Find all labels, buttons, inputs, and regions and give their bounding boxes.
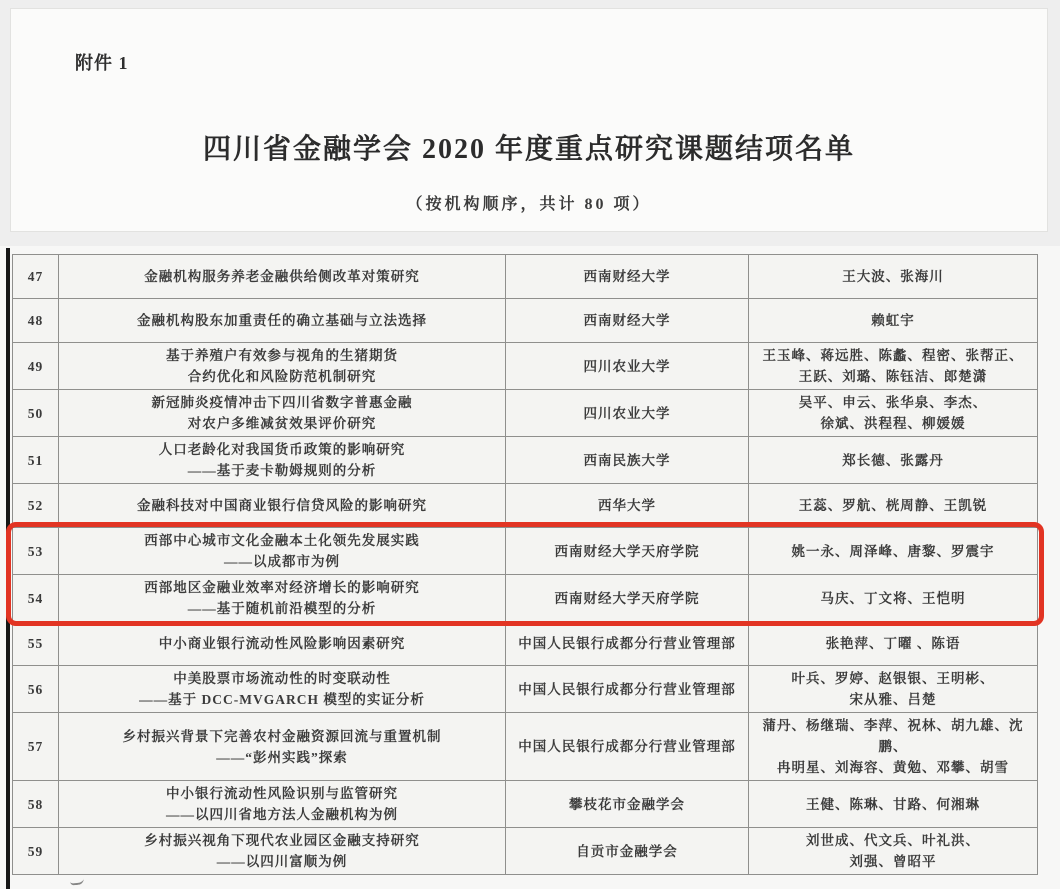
project-title-cell (59, 343, 506, 390)
cell-text-line: 对农户多维减贫效果评价研究 (187, 416, 377, 431)
row-number-cell: 55 (13, 622, 59, 666)
table-row (13, 713, 1038, 781)
row-number-cell: 53 (13, 528, 59, 575)
cell-text-line: 冉明星、刘海容、黄勉、邓攀、胡雪 (777, 760, 1009, 775)
row-number-cell: 51 (13, 437, 59, 484)
institution-cell: 中国人民银行成都分行营业管理部 (506, 622, 749, 666)
members-cell (749, 713, 1038, 781)
cell-text-line: 中小银行流动性风险识别与监管研究 (166, 786, 398, 801)
project-title-cell (59, 255, 506, 299)
row-number-cell: 49 (13, 343, 59, 390)
cell-text-line: 赖虹宇 (871, 313, 915, 328)
institution-cell: 攀枝花市金融学会 (506, 781, 749, 828)
cell-text-line: ——以四川省地方法人金融机构为例 (166, 807, 398, 822)
table-row (13, 343, 1038, 390)
cell-text-line: 叶兵、罗婷、赵银银、王明彬、 (791, 671, 995, 686)
project-title-cell (59, 622, 506, 666)
members-cell (749, 575, 1038, 622)
members-cell (749, 781, 1038, 828)
project-title-cell (59, 666, 506, 713)
cell-text-line: ——基于 DCC-MVGARCH 模型的实证分析 (139, 692, 425, 707)
cell-text-line: 中美股票市场流动性的时变联动性 (173, 671, 391, 686)
project-title-cell (59, 575, 506, 622)
row-number-cell: 47 (13, 255, 59, 299)
table-row (13, 828, 1038, 875)
institution-cell: 中国人民银行成都分行营业管理部 (506, 666, 749, 713)
results-table (12, 254, 1038, 875)
row-number-cell: 50 (13, 390, 59, 437)
cell-text-line: 徐斌、洪程程、柳媛媛 (820, 416, 966, 431)
project-title-cell (59, 781, 506, 828)
cell-text-line: 姚一永、周泽峰、唐黎、罗震宇 (791, 543, 995, 559)
members-cell (749, 343, 1038, 390)
institution-cell: 四川农业大学 (506, 343, 749, 390)
table-row (13, 437, 1038, 484)
cell-text-line: 王大波、张海川 (842, 269, 944, 284)
cell-text-line: 西部中心城市文化金融本土化领先发展实践 (144, 533, 420, 548)
project-title-cell (59, 528, 506, 575)
cell-text-line: 刘世成、代文兵、叶礼洪、 (806, 833, 980, 848)
cell-text-line: 郑长德、张露丹 (842, 452, 944, 468)
table-row (13, 622, 1038, 666)
members-cell (749, 828, 1038, 875)
cell-text-line: 金融科技对中国商业银行信贷风险的影响研究 (137, 498, 427, 513)
row-number-cell: 56 (13, 666, 59, 713)
stray-pen-mark (70, 877, 85, 885)
cell-text-line: 张艳萍、丁曜 、陈语 (825, 636, 961, 651)
cell-text-line: 基于养殖户有效参与视角的生猪期货 (166, 348, 398, 363)
results-table-section (0, 246, 1060, 889)
cell-text-line: ——以成都市为例 (224, 554, 340, 569)
members-cell (749, 390, 1038, 437)
project-title-cell (59, 437, 506, 484)
cell-text-line: 马庆、丁文将、王恺明 (820, 590, 966, 606)
cell-text-line: 王健、陈琳、甘路、何湘琳 (806, 796, 980, 812)
project-title-cell (59, 484, 506, 528)
members-cell (749, 666, 1038, 713)
cell-text-line: 王蕊、罗航、桄周静、王凯锐 (798, 498, 988, 513)
institution-cell: 西南财经大学 (506, 255, 749, 299)
members-cell (749, 299, 1038, 343)
row-number-cell: 48 (13, 299, 59, 343)
cell-text-line: ——以四川富顺为例 (216, 854, 348, 869)
members-cell (749, 528, 1038, 575)
institution-cell: 西南财经大学 (506, 299, 749, 343)
row-number-cell: 54 (13, 575, 59, 622)
page-edge-line (6, 248, 10, 889)
project-title-cell (59, 713, 506, 781)
document-header (10, 8, 1048, 232)
table-row (13, 484, 1038, 528)
table-row (13, 390, 1038, 437)
institution-cell: 西南民族大学 (506, 437, 749, 484)
table-row (13, 575, 1038, 622)
cell-text-line: 蒲丹、杨继瑞、李萍、祝林、胡九雄、沈鹏、 (762, 718, 1024, 754)
table-row (13, 255, 1038, 299)
project-title-cell (59, 390, 506, 437)
cell-text-line: 吴平、申云、张华泉、李杰、 (798, 395, 988, 410)
cell-text-line: 新冠肺炎疫情冲击下四川省数字普惠金融 (151, 395, 413, 410)
cell-text-line: 刘强、曾昭平 (849, 854, 937, 869)
document-title: 四川省金融学会 2020 年度重点研究课题结项名单 (202, 134, 855, 165)
cell-text-line: 金融机构服务养老金融供给侧改革对策研究 (144, 269, 420, 284)
cell-text-line: ——“彭州实践”探索 (216, 749, 348, 765)
row-number-cell: 59 (13, 828, 59, 875)
members-cell (749, 437, 1038, 484)
cell-text-line: 王玉峰、蒋远胜、陈蠡、程密、张帮正、 (762, 348, 1024, 363)
cell-text-line: 乡村振兴背景下完善农村金融资源回流与重置机制 (122, 728, 442, 744)
project-title-cell (59, 828, 506, 875)
members-cell (749, 484, 1038, 528)
members-cell (749, 255, 1038, 299)
cell-text-line: 宋从雅、吕楚 (849, 692, 937, 707)
row-number-cell: 57 (13, 713, 59, 781)
cell-text-line: ——基于随机前沿模型的分析 (187, 601, 377, 616)
institution-cell: 四川农业大学 (506, 390, 749, 437)
document-subtitle: （按机构顺序，共计 80 项） (406, 196, 652, 213)
institution-cell: 自贡市金融学会 (506, 828, 749, 875)
project-title-cell (59, 299, 506, 343)
institution-cell: 中国人民银行成都分行营业管理部 (506, 713, 749, 781)
table-row (13, 781, 1038, 828)
cell-text-line: 人口老龄化对我国货币政策的影响研究 (158, 442, 406, 457)
row-number-cell: 52 (13, 484, 59, 528)
cell-text-line: 金融机构股东加重责任的确立基础与立法选择 (137, 313, 427, 328)
institution-cell: 西南财经大学天府学院 (506, 528, 749, 575)
cell-text-line: 王跃、刘璐、陈钰洁、郎楚潇 (798, 369, 988, 384)
cell-text-line: 中小商业银行流动性风险影响因素研究 (158, 636, 406, 651)
row-number-cell: 58 (13, 781, 59, 828)
institution-cell: 西华大学 (506, 484, 749, 528)
cell-text-line: 乡村振兴视角下现代农业园区金融支持研究 (144, 833, 420, 848)
cell-text-line: 西部地区金融业效率对经济增长的影响研究 (144, 580, 420, 595)
cell-text-line: ——基于麦卡勒姆规则的分析 (187, 463, 377, 478)
table-row (13, 666, 1038, 713)
table-row (13, 299, 1038, 343)
cell-text-line: 合约优化和风险防范机制研究 (187, 369, 377, 384)
attachment-label: 附件 1 (75, 53, 129, 73)
table-row (13, 528, 1038, 575)
institution-cell: 西南财经大学天府学院 (506, 575, 749, 622)
members-cell (749, 622, 1038, 666)
